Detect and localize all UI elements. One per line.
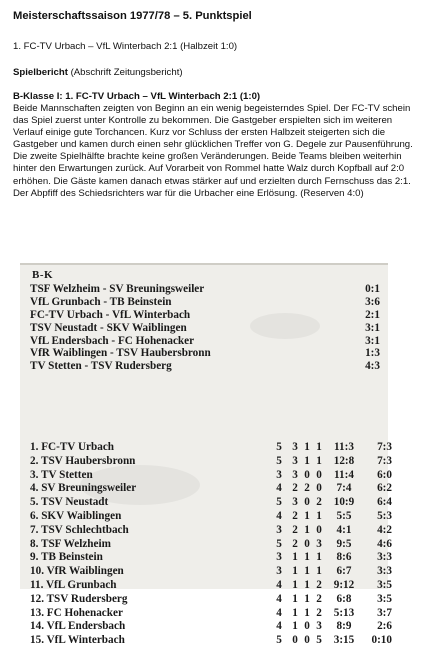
result-row — [30, 360, 380, 373]
table-games: 4 — [276, 482, 282, 495]
table-row — [30, 468, 392, 483]
table-wins: 3 — [292, 468, 298, 481]
report-label: Spielbericht — [13, 67, 68, 78]
table-row — [30, 565, 392, 579]
table-points: 6:0 — [377, 468, 392, 481]
table-draws: 1 — [304, 551, 310, 564]
table-points: 7:3 — [377, 441, 392, 453]
table-wins: 2 — [292, 482, 298, 495]
table-row — [30, 454, 392, 469]
table-losses: 3 — [316, 620, 322, 633]
table-draws: 1 — [304, 606, 310, 619]
table-wins: 0 — [292, 634, 298, 647]
table-goals: 10:9 — [333, 496, 355, 509]
result-row — [30, 335, 380, 348]
result-row — [30, 347, 380, 360]
table-wins: 1 — [292, 578, 298, 591]
table-losses: 0 — [316, 482, 322, 495]
table-points: 2:6 — [377, 620, 392, 633]
table-losses: 5 — [316, 634, 322, 647]
table-wins: 1 — [292, 592, 298, 605]
table-draws: 1 — [304, 523, 310, 536]
table-team: 1. FC-TV Urbach — [30, 441, 115, 453]
table-row — [30, 482, 392, 496]
table-wins: 1 — [292, 551, 298, 564]
table-draws: 0 — [304, 537, 310, 550]
table-row — [30, 496, 392, 510]
result-score: 1:3 — [365, 347, 380, 360]
result-score: 4:3 — [365, 360, 380, 373]
page-title: Meisterschaftssaison 1977/78 – 5. Punktspiel — [13, 10, 252, 22]
table-row — [30, 509, 392, 524]
table-row — [30, 620, 392, 634]
table-points: 3:5 — [377, 592, 392, 605]
table-wins: 3 — [292, 454, 298, 467]
result-match: TV Stetten - TSV Rudersberg — [30, 360, 172, 373]
table-team: 5. TSV Neustadt — [30, 496, 109, 509]
table-draws: 1 — [304, 454, 310, 467]
result-score: 0:1 — [365, 283, 380, 295]
table-wins: 2 — [292, 523, 298, 536]
table-team: 13. FC Hohenacker — [30, 606, 123, 619]
table-games: 5 — [276, 441, 282, 453]
table-goals: 6:8 — [336, 592, 352, 605]
table-wins: 1 — [292, 620, 298, 633]
table-row — [30, 441, 392, 455]
table-losses: 0 — [316, 523, 322, 536]
article-body: Beide Mannschaften zeigten von Beginn an ein wenig begeisterndes Spiel. Der FC-TV schein das Spiel zuerst unter Kontrolle zu bekommen. Die Gastgeber erspielten sich im weiteren Verlauf einige gute Torchancen. Kurz vor Schluss der ersten Halbzeit steigerten sich die Gastgeber und kamen durch einen sehr glücklichen Treffer von G. Degele zur Pausenführung. Die zweite Spielhälfte brachte keine großen Veränderungen. Beide Teams bleiben weiterhin hinter den Erwartungen zurück. Auf Vorarbeit von Rommel hatte Walz durch Kopfball auf 2:0 erhöhen. Die Gäste kamen danach etwas stärker auf und erzielten durch Fernschuss das 2:1. Der Abpfiff des Schiedsrichters war für die Urbacher eine Erlösung. (Reserven 4:0) — [13, 103, 413, 199]
result-row — [30, 296, 380, 309]
table-goals: 9:12 — [333, 578, 355, 591]
table-points: 6:2 — [377, 482, 392, 495]
table-wins: 2 — [292, 537, 298, 550]
table-losses: 2 — [316, 578, 322, 591]
newspaper-clipping — [20, 263, 392, 647]
table-goals: 11:4 — [334, 468, 354, 481]
table-games: 5 — [276, 496, 282, 509]
table-points: 3:5 — [377, 578, 392, 591]
table-games: 4 — [276, 606, 282, 619]
table-points: 0:10 — [371, 634, 392, 647]
table-draws: 0 — [304, 634, 310, 647]
table-losses: 1 — [316, 551, 322, 564]
table-team: 11. VfL Grunbach — [30, 578, 117, 591]
table-draws: 0 — [304, 620, 310, 633]
table-losses: 1 — [316, 441, 322, 453]
match-result-line: 1. FC-TV Urbach – VfL Winterbach 2:1 (Halbzeit 1:0) — [13, 41, 238, 52]
result-score: 3:1 — [365, 321, 380, 334]
table-team: 12. TSV Rudersberg — [30, 592, 128, 605]
table-team: 9. TB Beinstein — [30, 551, 103, 564]
table-points: 3:3 — [377, 565, 392, 578]
table-losses: 1 — [316, 454, 322, 467]
table-wins: 3 — [292, 441, 298, 453]
table-row — [30, 551, 392, 565]
result-score: 2:1 — [365, 308, 380, 321]
table-points: 4:2 — [377, 523, 392, 536]
table-draws: 0 — [304, 496, 310, 509]
table-points: 5:3 — [377, 509, 392, 522]
result-match: TSV Neustadt - SKV Waiblingen — [30, 321, 187, 334]
table-draws: 0 — [304, 468, 310, 481]
table-goals: 5:5 — [336, 509, 352, 522]
table-goals: 9:5 — [336, 537, 352, 550]
table-draws: 1 — [304, 509, 310, 522]
table-losses: 1 — [316, 509, 322, 522]
table-games: 4 — [276, 620, 282, 633]
table-wins: 1 — [292, 565, 298, 578]
table-wins: 3 — [292, 496, 298, 509]
table-points: 7:3 — [377, 454, 392, 467]
result-match: FC-TV Urbach - VfL Winterbach — [30, 308, 191, 321]
table-row — [30, 634, 392, 648]
table-goals: 12:8 — [333, 454, 355, 467]
table-games: 5 — [276, 634, 282, 647]
report-note: (Abschrift Zeitungsbericht) — [67, 67, 183, 78]
table-games: 5 — [276, 454, 282, 467]
result-match: VfL Endersbach - FC Hohenacker — [30, 334, 195, 347]
table-losses: 3 — [316, 537, 322, 550]
table-games: 4 — [276, 578, 282, 591]
result-row — [30, 283, 380, 296]
table-draws: 1 — [304, 592, 310, 605]
table-goals: 4:1 — [336, 523, 352, 536]
table-losses: 2 — [316, 496, 322, 509]
result-match: VfL Grunbach - TB Beinstein — [30, 295, 172, 308]
table-row — [30, 606, 392, 621]
table-goals: 7:4 — [336, 482, 352, 495]
table-row — [30, 578, 392, 593]
table-team: 3. TV Stetten — [30, 468, 93, 481]
table-draws: 2 — [304, 482, 310, 495]
table-draws: 1 — [304, 441, 310, 453]
table-team: 10. VfR Waiblingen — [30, 565, 124, 578]
league-table — [30, 441, 392, 648]
table-goals: 3:15 — [333, 634, 355, 647]
table-games: 4 — [276, 592, 282, 605]
table-points: 4:6 — [377, 537, 392, 550]
report-heading — [13, 67, 183, 78]
result-match: TSF Welzheim - SV Breuningsweiler — [30, 283, 205, 295]
table-wins: 2 — [292, 509, 298, 522]
result-row — [30, 309, 380, 322]
result-score: 3:1 — [365, 334, 380, 347]
table-points: 3:7 — [377, 606, 392, 619]
table-points: 3:3 — [377, 551, 392, 564]
league-label: B-K — [32, 269, 54, 281]
table-games: 3 — [276, 523, 282, 536]
table-team: 7. TSV Schlechtbach — [30, 523, 129, 536]
table-games: 3 — [276, 565, 282, 578]
table-goals: 5:13 — [333, 606, 355, 619]
table-goals: 6:7 — [336, 565, 352, 578]
table-losses: 1 — [316, 565, 322, 578]
table-draws: 1 — [304, 578, 310, 591]
table-row — [30, 523, 392, 538]
result-score: 3:6 — [365, 295, 380, 308]
table-team: 15. VfL Winterbach — [30, 634, 125, 647]
table-losses: 2 — [316, 592, 322, 605]
table-goals: 8:9 — [336, 620, 352, 633]
table-team: 4. SV Breuningsweiler — [30, 482, 137, 495]
table-games: 4 — [276, 509, 282, 522]
result-row — [30, 322, 380, 335]
table-wins: 1 — [292, 606, 298, 619]
table-row — [30, 592, 392, 607]
results-list — [30, 283, 380, 373]
table-losses: 2 — [316, 606, 322, 619]
table-team: 14. VfL Endersbach — [30, 620, 126, 633]
table-team: 8. TSF Welzheim — [30, 537, 111, 550]
table-games: 3 — [276, 468, 282, 481]
table-games: 3 — [276, 551, 282, 564]
table-row — [30, 537, 392, 552]
table-losses: 0 — [316, 468, 322, 481]
table-games: 5 — [276, 537, 282, 550]
table-points: 6:4 — [377, 496, 392, 509]
article-headline: B-Klasse I: 1. FC-TV Urbach – VfL Winterbach 2:1 (1:0) — [13, 91, 261, 102]
result-match: VfR Waiblingen - TSV Haubersbronn — [30, 347, 211, 360]
table-team: 6. SKV Waiblingen — [30, 509, 122, 522]
table-goals: 8:6 — [336, 551, 352, 564]
table-goals: 11:3 — [334, 441, 354, 453]
table-team: 2. TSV Haubersbronn — [30, 454, 136, 467]
table-draws: 1 — [304, 565, 310, 578]
